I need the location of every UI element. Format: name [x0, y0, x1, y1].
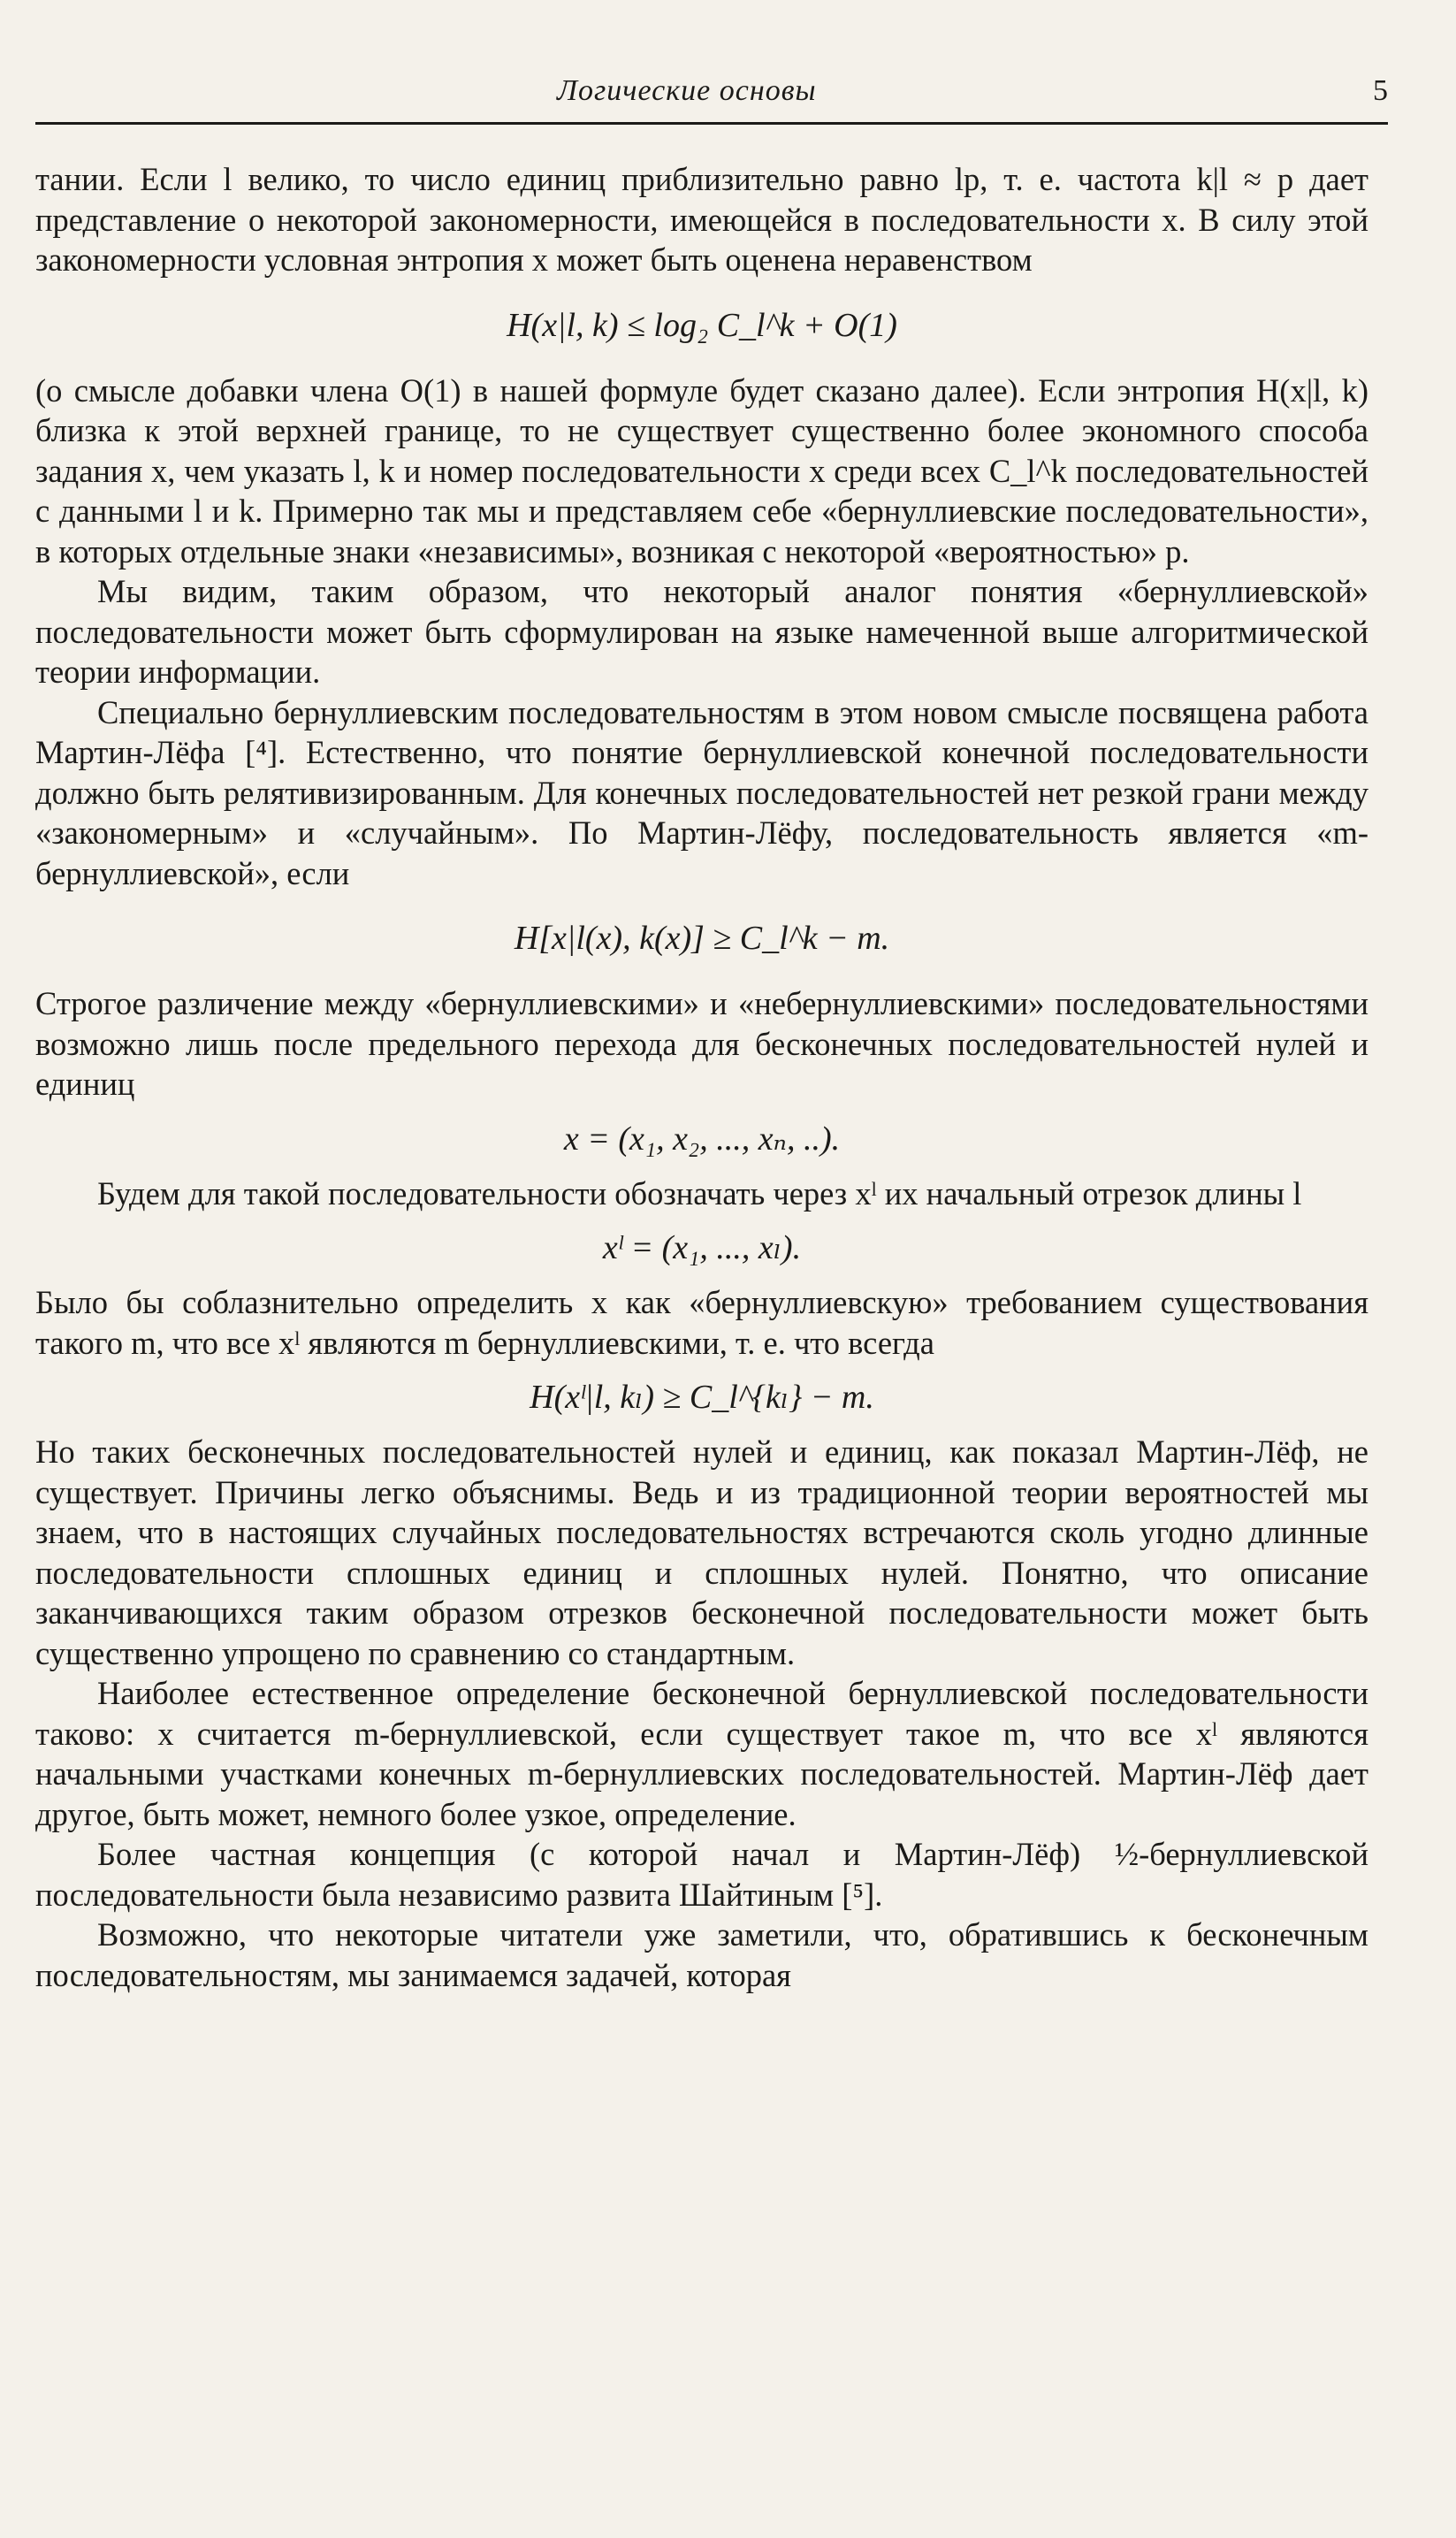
equation-2: H[x|l(x), k(x)] ≥ C_l^k − m. — [514, 920, 890, 957]
paragraph-10: Более частная концепция (с которой начал и Мартин-Лёф) ½-бернуллиевской последовательности была независимо развита Шайтиным [⁵]. — [35, 1836, 1368, 1913]
paragraph-8: Но таких бесконечных последовательностей нулей и единиц, как показал Мартин-Лёф, не существует. Причины легко объяснимы. Ведь и из традиционной теории вероятностей мы знаем, что в настоящих случайных последовательностях встречаются сколь угодно длинные последовательности сплошных единиц и сплошных нулей. Понятно, что описание заканчивающихся таким образом отрезков бесконечной последовательности может быть существенно упрощено по сравнению со стандартным. — [35, 1433, 1368, 1671]
paragraph-9: Наиболее естественное определение бесконечной бернуллиевской последовательности таково: x считается m-бернуллиевской, если существует такое m, что все xˡ являются начальными участками конечных m-бернуллиевских последовательностей. Мартин-Лёф дает другое, быть может, немного более узкое, определение. — [35, 1675, 1368, 1832]
paragraph-2: (о смысле добавки члена O(1) в нашей формуле будет сказано далее). Если энтропия H(x|l, k) близка к этой верхней границе, то не существует существенно более экономного способа задания x, чем указать l, k и номер последовательности x среди всех C_l^k последовательностей с данными l и k. Примерно так мы и представляем себе «бернуллиевские последовательности», в которых отдельные знаки «независимы», возникая с некоторой «вероятностью» p. — [35, 371, 1368, 570]
paragraph-5: Строгое различение между «бернуллиевскими» и «небернуллиевскими» последовательностями возможно лишь после предельного перехода для бесконечных последовательностей нулей и единиц — [35, 985, 1368, 1102]
equation-5: H(xˡ|l, kₗ) ≥ C_l^{kₗ} − m. — [530, 1379, 874, 1416]
paragraph-3: Мы видим, таким образом, что некоторый аналог понятия «бернуллиевской» последовательности может быть сформулирован на языке намеченной выше алгоритмической теории информации. — [35, 573, 1368, 690]
paragraph-4: Специально бернуллиевским последовательностям в этом новом смысле посвящена работа Мартин-Лёфа [⁴]. Естественно, что понятие бернуллиевской конечной последовательности должно быть релятивизированным. Для конечных последовательностей нет резкой грани между «закономерным» и «случайным». По Мартин-Лёфу, последовательность является «m-бернуллиевской», если — [35, 693, 1368, 891]
equation-1: H(x|l, k) ≤ log₂ C_l^k + O(1) — [507, 306, 897, 344]
equation-4: xˡ = (x₁, ..., xₗ). — [602, 1229, 802, 1266]
equation-3: x = (x₁, x₂, ..., xₙ, ..). — [563, 1120, 841, 1158]
paragraph-1: тании. Если l велико, то число единиц приблизительно равно lp, т. е. частота k|l ≈ p дает представление о некоторой закономерности, имеющейся в последовательности x. В силу этой закономерности условная энтропия x может быть оценена неравенством — [35, 161, 1368, 278]
paragraph-6: Будем для такой последовательности обозначать через xˡ их начальный отрезок длины l — [97, 1174, 1302, 1212]
body-text — [35, 159, 1368, 1995]
running-title: Логические основы — [557, 74, 817, 107]
page-number: 5 — [1373, 74, 1388, 107]
running-header — [35, 69, 1388, 125]
paragraph-7: Было бы соблазнительно определить x как «бернуллиевскую» требованием существования такого m, что все xˡ являются m бернуллиевскими, т. е. что всегда — [35, 1284, 1368, 1361]
paragraph-11: Возможно, что некоторые читатели уже заметили, что, обратившись к бесконечным последовательностям, мы занимаемся задачей, которая — [35, 1916, 1368, 1993]
